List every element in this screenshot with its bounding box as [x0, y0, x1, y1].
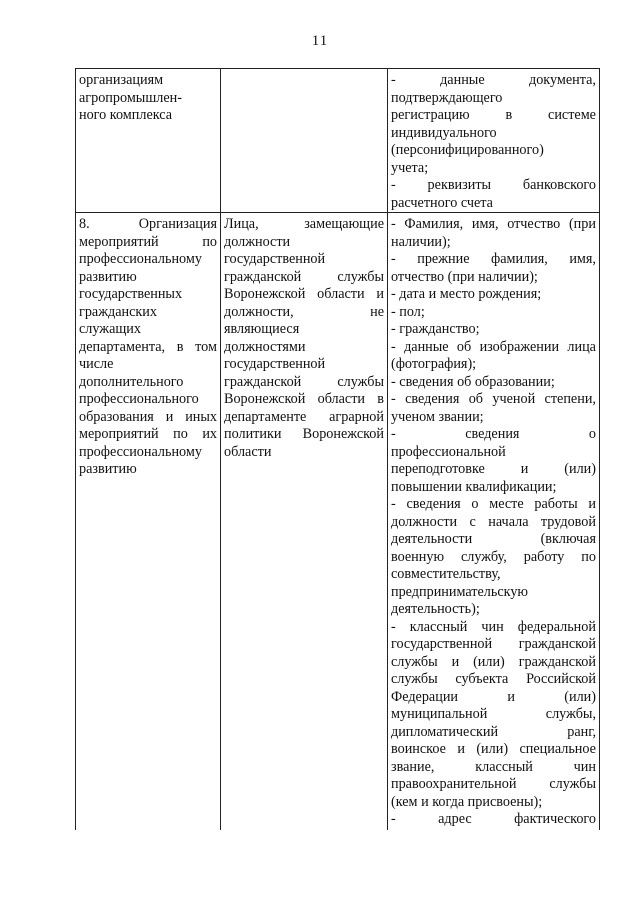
text-line: служащих	[79, 321, 141, 337]
text-line	[224, 286, 384, 304]
word: регистрацию	[391, 107, 470, 123]
word: субъекта	[455, 671, 509, 687]
word: Фамилия,	[404, 216, 464, 232]
word: (при	[568, 216, 596, 232]
word: и	[457, 741, 465, 757]
word: и	[165, 408, 174, 425]
word: должности	[391, 513, 458, 530]
word: -	[391, 391, 396, 407]
text-line: агропромышлен-	[79, 89, 182, 106]
word: классный	[475, 758, 533, 775]
word: службы	[549, 776, 596, 792]
word: фактического	[514, 811, 596, 827]
text-line: расчетного счета	[391, 194, 493, 211]
word: военную	[391, 548, 445, 565]
text-line	[79, 409, 217, 427]
table-row	[76, 69, 600, 213]
word: месте	[489, 496, 524, 512]
word: аграрной	[329, 408, 384, 425]
word: муниципальной	[391, 706, 488, 722]
text-line: развитию	[79, 461, 137, 477]
text-line: (персонифицированного)	[391, 142, 544, 158]
word: по	[202, 233, 217, 250]
word: мероприятий	[79, 233, 159, 250]
text-line	[391, 759, 596, 777]
word: -	[391, 72, 396, 88]
text-line: профессионального	[79, 391, 199, 407]
word: классный	[409, 618, 468, 635]
text-line	[79, 234, 217, 252]
word: области	[317, 391, 366, 407]
text-line	[391, 339, 596, 357]
word: Лица,	[224, 216, 259, 232]
word: не	[370, 303, 384, 320]
word: (или)	[476, 741, 509, 757]
cell-subjects	[221, 69, 388, 213]
text-line	[224, 426, 384, 444]
text-line: области	[224, 443, 272, 460]
text-line	[391, 741, 596, 759]
text-line	[391, 654, 596, 672]
text-line	[224, 304, 384, 322]
word: -	[391, 177, 396, 193]
word: федеральной	[517, 618, 596, 635]
text-line: дополнительного	[79, 373, 184, 390]
word: чин	[573, 758, 596, 775]
text-line	[391, 426, 596, 444]
word: должности,	[224, 303, 294, 320]
word: политики	[224, 426, 282, 442]
text-line: (кем и когда присвоены);	[391, 793, 543, 810]
text-line: организациям	[79, 72, 164, 88]
word: дипломатический	[391, 723, 499, 740]
text-line: подтверждающего	[391, 89, 503, 106]
text-line: - дата и место рождения;	[391, 286, 542, 302]
text-line: - пол;	[391, 303, 425, 320]
word: звание,	[391, 758, 435, 775]
word: (или)	[473, 653, 505, 670]
word: отчество	[507, 216, 561, 232]
word: и	[588, 496, 596, 512]
word: работы	[534, 496, 578, 512]
cell-data-list	[388, 213, 600, 831]
word: с	[469, 513, 476, 530]
word: имя,	[569, 251, 596, 267]
word: Воронежской	[302, 426, 384, 442]
word: Федерации	[391, 688, 459, 705]
text-line	[391, 671, 596, 689]
word: сведения	[405, 391, 460, 407]
word: Российской	[526, 671, 596, 687]
word: по	[173, 426, 188, 442]
text-line	[391, 107, 596, 125]
text-line: ученом звании;	[391, 408, 484, 425]
word: (включая	[540, 531, 596, 547]
word: гражданской	[518, 636, 596, 652]
text-line	[391, 619, 596, 637]
word: ранг,	[567, 723, 596, 740]
text-line	[391, 391, 596, 409]
word: области	[317, 286, 365, 302]
text-line: должности	[224, 233, 291, 250]
text-line	[224, 391, 384, 409]
word: данные	[404, 338, 449, 355]
word: мероприятий	[79, 426, 159, 442]
text-line	[224, 409, 384, 427]
text-line	[79, 339, 217, 357]
text-line	[391, 724, 596, 742]
word: государственной	[391, 636, 493, 652]
text-line	[391, 496, 596, 514]
text-line	[391, 72, 596, 90]
text-line	[79, 426, 217, 444]
text-line: профессиональному	[79, 251, 202, 267]
text-line	[391, 461, 596, 479]
text-line: развитию	[79, 268, 137, 285]
word: адрес	[438, 811, 472, 827]
word: гражданской	[224, 373, 302, 390]
text-line: наличии);	[391, 233, 451, 250]
word: и	[451, 653, 460, 670]
word: переподготовке	[391, 461, 485, 477]
word: -	[391, 618, 396, 635]
word: их	[202, 426, 217, 442]
page-number: 11	[311, 33, 329, 49]
word: Воронежской	[224, 391, 306, 407]
word: службы	[391, 653, 438, 670]
text-line	[391, 251, 596, 269]
text-line: гражданских	[79, 303, 157, 320]
word: сведения	[406, 496, 461, 512]
word: чин	[481, 618, 504, 635]
word: о	[471, 496, 479, 512]
text-line: профессиональному	[79, 443, 202, 460]
word: службы	[391, 671, 438, 687]
text-line: совместительству,	[391, 566, 501, 582]
cell-purpose	[76, 213, 221, 831]
word: Воронежской	[224, 286, 306, 302]
word: -	[391, 216, 396, 232]
word: фамилия,	[491, 251, 548, 267]
text-line	[391, 706, 596, 724]
text-line: отчество (при наличии);	[391, 268, 538, 285]
word: службы	[337, 373, 384, 390]
word: ученой	[492, 391, 536, 407]
word: документа,	[528, 72, 596, 88]
word: об	[456, 338, 472, 355]
text-line: профессиональной	[391, 443, 506, 460]
text-line: государственной	[224, 356, 326, 372]
word: в	[505, 107, 513, 123]
text-line	[224, 374, 384, 392]
word: замещающие	[304, 216, 384, 232]
word: в	[176, 338, 184, 355]
word: о	[588, 426, 596, 442]
word: службу,	[460, 548, 507, 565]
word: Организация	[138, 216, 217, 232]
text-line: повышении квалификации;	[391, 478, 557, 495]
word: правоохранительной	[391, 776, 517, 792]
text-line: государственной	[224, 251, 326, 267]
word: службы,	[545, 706, 596, 722]
text-line: индивидуального	[391, 124, 497, 141]
cell-subjects	[221, 213, 388, 831]
word: -	[391, 251, 396, 267]
text-line	[391, 216, 596, 234]
word: том	[195, 338, 217, 355]
text-line	[391, 531, 596, 549]
text-line: ного комплекса	[79, 107, 173, 123]
word: гражданской	[224, 268, 302, 285]
text-line: учета;	[391, 159, 429, 176]
word: -	[391, 811, 396, 827]
text-line	[391, 549, 596, 567]
word: по	[581, 548, 596, 565]
word: 8.	[79, 216, 90, 232]
text-line: являющиеся	[224, 321, 300, 337]
word: сведения	[465, 426, 520, 442]
text-line: государственных	[79, 286, 183, 302]
word: -	[391, 426, 396, 442]
word: -	[391, 338, 396, 355]
word: деятельности	[391, 531, 473, 547]
word: реквизиты	[427, 177, 492, 193]
text-line: (фотография);	[391, 356, 477, 372]
word: иных	[185, 408, 217, 425]
word: и	[520, 461, 529, 477]
text-line: - сведения об образовании;	[391, 373, 555, 390]
word: образования	[79, 408, 154, 425]
word: (или)	[564, 461, 596, 477]
word: департаменте	[224, 408, 307, 425]
word: прежние	[417, 251, 470, 267]
word: в	[377, 391, 384, 407]
word: гражданской	[518, 653, 596, 670]
text-line	[391, 514, 596, 532]
text-line	[391, 811, 596, 829]
text-line	[224, 216, 384, 234]
word: банковского	[522, 177, 596, 193]
word: имя,	[471, 216, 499, 232]
text-line	[391, 177, 596, 195]
word: изображении	[479, 338, 560, 355]
text-line: предпринимательскую	[391, 583, 529, 600]
word: степени,	[544, 391, 596, 407]
cell-purpose	[76, 69, 221, 213]
text-line	[224, 269, 384, 287]
word: -	[391, 496, 396, 512]
word: службы	[337, 268, 384, 285]
word: системе	[548, 107, 596, 123]
text-line: - гражданство;	[391, 321, 480, 337]
word: (или)	[564, 688, 596, 705]
word: лица	[567, 338, 596, 355]
word: начала	[488, 513, 529, 530]
text-line	[79, 216, 217, 234]
text-line: деятельность);	[391, 601, 480, 617]
text-line: числе	[79, 356, 114, 372]
word: специальное	[519, 741, 596, 757]
word: работу	[523, 548, 565, 565]
word: и	[376, 286, 384, 302]
text-line	[391, 776, 596, 794]
word: об	[468, 391, 484, 407]
text-line: должностями	[224, 338, 306, 355]
word: данные	[440, 72, 485, 88]
table-row	[76, 213, 600, 831]
data-table	[75, 68, 600, 830]
text-line	[391, 636, 596, 654]
word: департамента,	[79, 338, 166, 355]
text-line	[391, 689, 596, 707]
word: воинское	[391, 741, 446, 757]
word: и	[507, 688, 515, 705]
cell-data-list	[388, 69, 600, 213]
word: трудовой	[540, 513, 596, 530]
